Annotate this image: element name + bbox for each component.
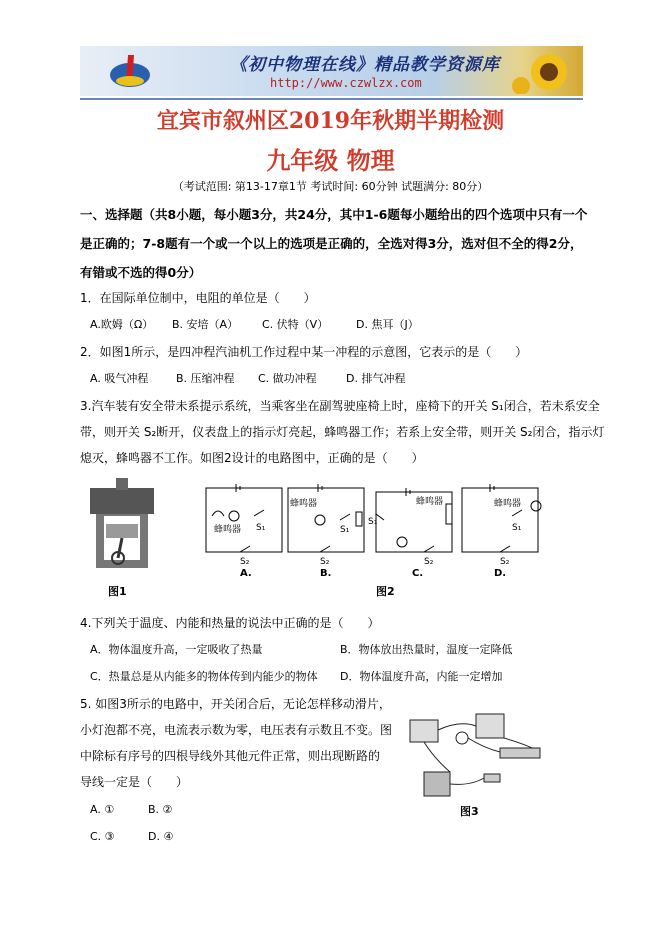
question-1-stem: 1．在国际单位制中，电阻的单位是（ ）	[80, 291, 316, 305]
question-5-line-2: 小灯泡都不亮，电流表示数为零，电压表有示数且不变。图	[80, 723, 393, 737]
q2-option-d: D. 排气冲程	[346, 372, 406, 385]
circuit-a-buzzer-label: 蜂鸣器	[214, 525, 242, 535]
q2-option-c: C. 做功冲程	[258, 372, 317, 385]
q5-option-d: D. ④	[148, 830, 174, 843]
circuit-b-s2-label: S₂	[320, 557, 330, 567]
q4-option-c: C．热量总是从内能多的物体传到内能少的物体	[90, 670, 318, 683]
figure-2-caption: 图2	[376, 585, 395, 598]
exam-subtitle: 九年级 物理	[266, 146, 395, 175]
question-5-line-4: 导线一定是（ ）	[80, 775, 189, 789]
q5-option-a: A. ①	[90, 803, 115, 816]
banner-title: 《初中物理在线》精品教学资源库	[230, 55, 500, 75]
header-rule	[80, 98, 583, 100]
figure-3-apparatus	[404, 708, 554, 804]
engine-cylinder-figure	[82, 478, 162, 578]
q5-option-c: C. ③	[90, 830, 115, 843]
figure-3-caption: 图3	[460, 805, 479, 818]
circuit-d-s1-label: S₁	[512, 523, 522, 533]
q2-option-b: B. 压缩冲程	[176, 372, 235, 385]
circuit-b-buzzer-label: 蜂鸣器	[290, 499, 318, 509]
q4-option-a: A．物体温度升高，一定吸收了热量	[90, 643, 263, 656]
banner-url: http://www.czwlzx.com	[270, 76, 422, 90]
circuit-d-buzzer-label: 蜂鸣器	[494, 499, 522, 509]
question-5-line-1: 5. 如图3所示的电路中，开关闭合后，无论怎样移动滑片，	[80, 697, 391, 711]
circuit-c-s2-label: S₂	[424, 557, 434, 567]
circuit-b-label: B.	[320, 568, 332, 579]
section-instructions: 一、选择题（共8小题，每小题3分，共24分，其中1-6题每小题给出的四个选项中只有一个是正确的；7-8题有一个或一个以上的选项是正确的，全选对得3分，选对但不全的得2分，有错或不选的得0分）	[80, 207, 588, 280]
q4-option-d: D．物体温度升高，内能一定增加	[340, 670, 503, 683]
circuit-d-label: D.	[494, 568, 507, 579]
figure-2-circuits	[200, 480, 550, 580]
q4-option-b: B．物体放出热量时，温度一定降低	[340, 643, 513, 656]
q5-option-b: B. ②	[148, 803, 173, 816]
question-3-line-3: 熄灭，蜂鸣器不工作。如图2设计的电路图中，正确的是（ ）	[80, 451, 424, 465]
exam-meta: （考试范围: 第13-17章1节 考试时间: 60分钟 试题满分: 80分）	[172, 180, 489, 193]
question-3-line-1: 3.汽车装有安全带未系提示系统，当乘客坐在副驾驶座椅上时，座椅下的开关 S₁闭合，若未系安全	[80, 399, 600, 413]
circuit-a-s1-label: S₁	[256, 523, 266, 533]
q1-option-a: A.欧姆（Ω）	[90, 318, 154, 331]
question-3-line-2: 带，则开关 S₂断开，仪表盘上的指示灯亮起，蜂鸣器工作；若系上安全带，则开关 S₂闭合，指示灯	[80, 425, 605, 439]
circuit-c-buzzer-label: 蜂鸣器	[416, 497, 444, 507]
question-5-line-3: 中除标有序号的四根导线外其他元件正常，则出现断路的	[80, 749, 381, 763]
circuit-d-s2-label: S₂	[500, 557, 510, 567]
circuit-c-label: C.	[412, 568, 424, 579]
q1-option-c: C. 伏特（V）	[262, 318, 329, 331]
q1-option-d: D. 焦耳（J）	[356, 318, 419, 331]
circuit-a-s2-label: S₂	[240, 557, 250, 567]
circuit-a-label: A.	[240, 568, 252, 579]
q1-option-b: B. 安培（A）	[172, 318, 239, 331]
question-4-stem: 4.下列关于温度、内能和热量的说法中正确的是（ ）	[80, 616, 380, 630]
sunflower-icon	[509, 50, 579, 94]
figure-1-caption: 图1	[108, 585, 127, 598]
circuit-c-s1-label: S₁	[368, 517, 378, 527]
q2-option-a: A. 吸气冲程	[90, 372, 149, 385]
circuit-b-s1-label: S₁	[340, 525, 350, 535]
site-logo-icon	[108, 51, 152, 91]
exam-title: 宜宾市叙州区2019年秋期半期检测	[156, 108, 505, 134]
header-banner	[80, 46, 583, 96]
question-2-stem: 2．如图1所示，是四冲程汽油机工作过程中某一冲程的示意图，它表示的是（ ）	[80, 345, 528, 359]
